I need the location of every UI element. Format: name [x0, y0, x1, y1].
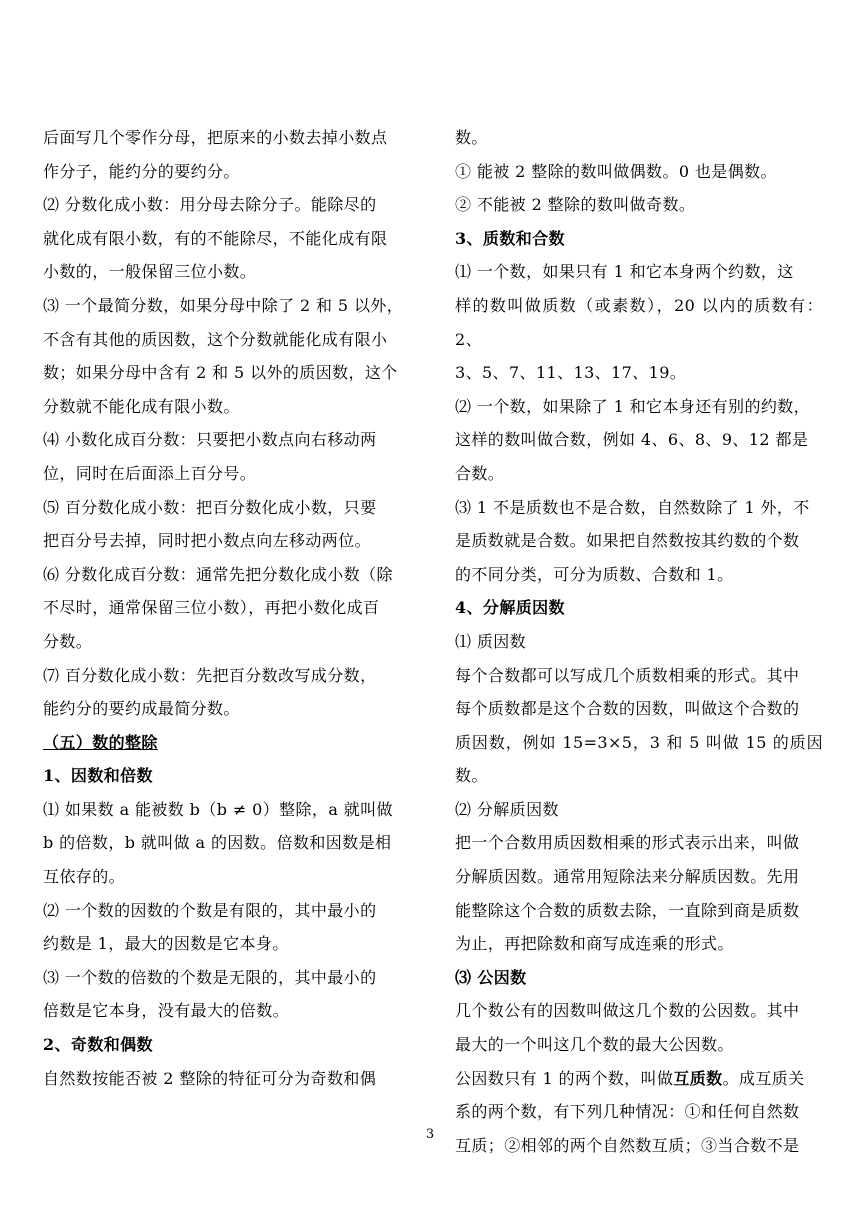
text-line: 合数。 — [455, 463, 505, 483]
text-line: 后面写几个零作分母，把原来的小数去掉小数点 — [43, 128, 388, 147]
text-line: 互质；②相邻的两个自然数互质；③当合数不是 — [455, 1135, 800, 1155]
text-line: ⑶ 一个数的倍数的个数是无限的，其中最小的 — [43, 967, 377, 987]
text-line: ⑵ 一个数，如果除了 1 和它本身还有别的约数， — [455, 396, 811, 416]
text-line: ⑴ 一个数，如果只有 1 和它本身两个约数，这 — [455, 262, 794, 282]
bold-term: 互质数 — [673, 1068, 723, 1088]
text-line: 能整除这个合数的质数去除，一直除到商是质数 — [455, 900, 800, 920]
text-line: 不尽时，通常保留三位小数），再把小数化成百 — [43, 598, 380, 618]
text-line: 把一个合数用质因数相乘的形式表示出来，叫做 — [455, 833, 800, 853]
text-line — [455, 1062, 823, 1096]
text-line: 分数就不能化成有限小数。 — [43, 396, 240, 416]
text-line: b 的倍数，b 就叫做 a 的因数。倍数和因数是相 — [43, 833, 392, 853]
text-line: ⑷ 小数化成百分数：只要把小数点向右移动两 — [43, 430, 377, 450]
text-line: ⑶ 1 不是质数也不是合数，自然数除了 1 外，不 — [455, 497, 810, 517]
text-line: ⑴ 如果数 a 能被数 b（b ≠ 0）整除，a 就叫做 — [43, 799, 393, 819]
right-column — [455, 121, 823, 1162]
subsection-heading: 2、奇数和偶数 — [43, 1035, 153, 1055]
text-line: ⑴ 质因数 — [455, 631, 527, 651]
text-line: ⑵ 分数化成小数：用分母去除分子。能除尽的 — [43, 195, 377, 215]
text-line: 数；如果分母中含有 2 和 5 以外的质因数，这个 — [43, 363, 398, 383]
text-line: 的不同分类，可分为质数、合数和 1。 — [455, 564, 734, 584]
text-line: 作分子，能约分的要约分。 — [43, 161, 240, 181]
text-line: 分解质因数。通常用短除法来分解质因数。先用 — [455, 867, 800, 887]
text-line: 自然数按能否被 2 整除的特征可分为奇数和偶 — [43, 1068, 377, 1088]
text-line: ⑵ 分解质因数 — [455, 799, 559, 819]
text-line: 最大的一个叫这几个数的最大公因数。 — [455, 1035, 734, 1055]
text-line: 把百分号去掉，同时把小数点向左移动两位。 — [43, 531, 372, 551]
text-line: 不含有其他的质因数，这个分数就能化成有限小 — [43, 329, 388, 349]
text-line: 系的两个数，有下列几种情况：①和任何自然数 — [455, 1102, 800, 1122]
text-line: ② 不能被 2 整除的数叫做奇数。 — [455, 195, 696, 215]
text-line: 样的数叫做质数（或素数），20 以内的质数有：2、 — [455, 295, 823, 349]
text-line: 每个合数都可以写成几个质数相乘的形式。其中 — [455, 665, 800, 685]
text-line: 能约分的要约成最简分数。 — [43, 699, 240, 719]
text-line: ⑶ 一个最简分数，如果分母中除了 2 和 5 以外， — [43, 295, 404, 315]
subsection-heading: 3、质数和合数 — [455, 228, 565, 248]
text-line: 是质数就是合数。如果把自然数按其约数的个数 — [455, 531, 800, 551]
text-line: 这样的数叫做合数，例如 4、6、8、9、12 都是 — [455, 430, 809, 450]
text-line: ⑵ 一个数的因数的个数是有限的，其中最小的 — [43, 900, 377, 920]
text-line: 每个质数都是这个合数的因数，叫做这个合数的 — [455, 699, 800, 719]
text-line: ⑹ 分数化成百分数：通常先把分数化成小数（除 — [43, 564, 393, 584]
section-heading: （五）数的整除 — [43, 732, 158, 752]
text-line: 为止，再把除数和商写成连乘的形式。 — [455, 934, 734, 954]
text-line: ⑸ 百分数化成小数：把百分数化成小数，只要 — [43, 497, 377, 517]
text-line: 互依存的。 — [43, 867, 126, 887]
left-column — [43, 121, 411, 1095]
text-line: ① 能被 2 整除的数叫做偶数。0 也是偶数。 — [455, 161, 777, 181]
text-line: 就化成有限小数，有的不能除尽，不能化成有限 — [43, 228, 388, 248]
text-line: 小数的，一般保留三位小数。 — [43, 262, 257, 282]
text-line: 约数是 1，最大的因数是它本身。 — [43, 934, 289, 954]
text-line: 分数。 — [43, 631, 93, 651]
subsection-heading: 1、因数和倍数 — [43, 766, 153, 786]
text-span: 。成互质关 — [722, 1068, 805, 1088]
text-line: 数。 — [455, 128, 488, 147]
text-line: 倍数是它本身，没有最大的倍数。 — [43, 1001, 290, 1021]
text-line: 质因数，例如 15=3×5，3 和 5 叫做 15 的质因数。 — [455, 732, 823, 786]
subsection-heading: ⑶ 公因数 — [455, 967, 527, 987]
text-line: 位，同时在后面添上百分号。 — [43, 463, 257, 483]
text-line: 3、5、7、11、13、17、19。 — [455, 363, 687, 383]
text-line: ⑺ 百分数化成小数：先把百分数改写成分数， — [43, 665, 377, 685]
page-number: 3 — [425, 1127, 435, 1142]
subsection-heading: 4、分解质因数 — [455, 598, 565, 618]
text-line: 几个数公有的因数叫做这几个数的公因数。其中 — [455, 1001, 800, 1021]
text-span: 公因数只有 1 的两个数，叫做 — [455, 1068, 674, 1088]
